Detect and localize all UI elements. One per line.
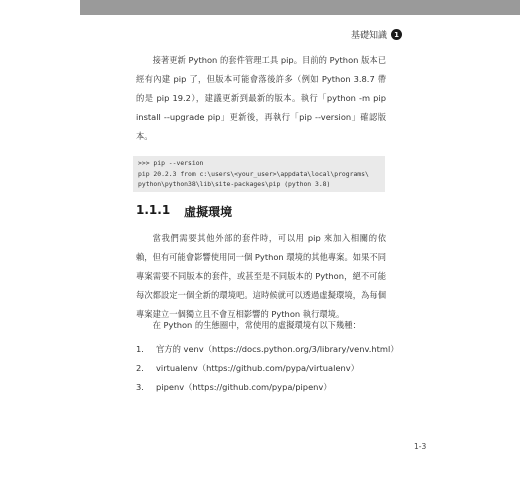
section-heading (136, 203, 232, 220)
running-header-title: 基礎知識 (350, 31, 387, 41)
list-item-number: 2. (136, 363, 144, 373)
page-number: 1-3 (414, 442, 427, 451)
list-item-text: virtualenv（https://github.com/pypa/virtualenv） (156, 363, 360, 373)
paragraph-pip-update: 接著更新 Python 的套件管理工具 pip。目前的 Python 版本已經有內建 pip 了，但版本可能會落後許多（例如 Python 3.8.7 帶的是 pip 19.2），建議更新到最新的版本。執行「python -m pip install --upgrade pip」更新後，再執行「pip --version」確認版本。 (136, 55, 386, 141)
list-item (136, 342, 399, 361)
list-item (136, 361, 396, 380)
list-item-number: 3. (136, 382, 144, 392)
running-header (351, 28, 402, 41)
list-item-number: 1. (136, 344, 144, 354)
section-number: 1.1.1 (136, 203, 171, 217)
code-line: >>> pip --version (138, 159, 204, 167)
virtual-env-list (136, 342, 399, 399)
section-title: 虛擬環境 (184, 205, 233, 219)
chapter-number-icon: 1 (391, 29, 402, 40)
list-item (136, 380, 396, 399)
list-item-text: 官方的 venv（https://docs.python.org/3/library/venv.html） (156, 344, 399, 354)
code-line: python\python38\lib\site-packages\pip (python 3.8) (138, 180, 331, 188)
list-intro: 在 Python 的生態圈中，常使用的虛擬環境有以下幾種： (152, 320, 361, 330)
top-header-bar (80, 0, 520, 15)
list-item-text: pipenv（https://github.com/pypa/pipenv） (156, 382, 332, 392)
code-line: pip 20.2.3 from c:\users\<your_user>\appdata\local\programs\ (138, 169, 369, 178)
code-block (133, 156, 385, 192)
paragraph-virtual-env: 當我們需要其他外部的套件時，可以用 pip 來加入相關的依賴，但有可能會影響使用同一個 Python 環境的其他專案。如果不同專案需要不同版本的套件，或甚至是不同版本的 Python，絕不可能每次都設定一個全新的環境吧。這時候就可以透過虛擬環境，為每個專案建立一個獨立且不會互相影響的 Python 執行環境。 (136, 233, 386, 319)
